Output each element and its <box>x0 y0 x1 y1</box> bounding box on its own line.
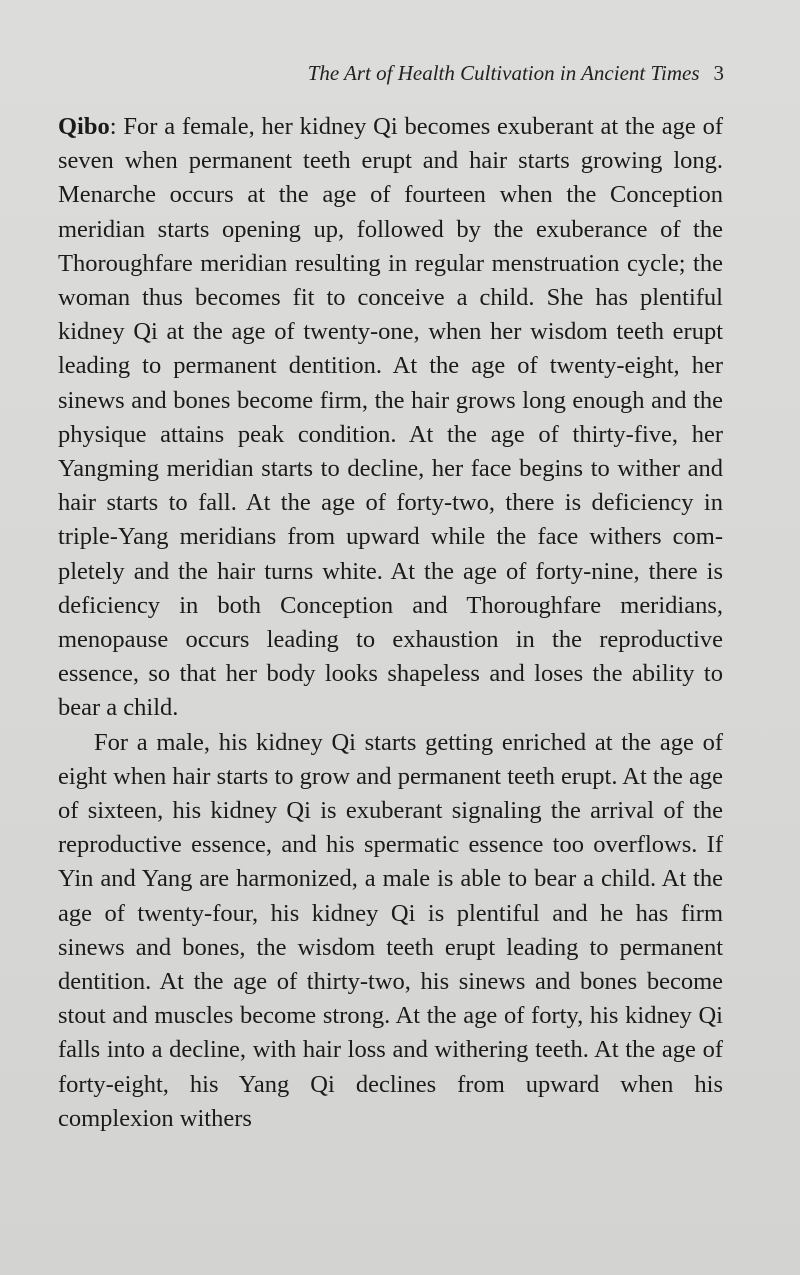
paragraph-text: : For a female, her kidney Qi becomes exuberant at the age of seven when permanent teeth erupt and hair starts growing long. Menarche occurs at the age of fourteen when the Conception meridian starts opening up, followed by the exuberance of the Thoroughfare meridian resulting in regular menstruation cycle; the woman thus becomes fit to conceive a child. She has plentiful kidney Qi at the age of twenty-one, when her wisdom teeth erupt leading to permanent dentition. At the age of twenty-eight, her sinews and bones become firm, the hair grows long enough and the physique attains peak condition. At the age of thirty-five, her Yangming meridian starts to decline, her face begins to wither and hair starts to fall. At the age of forty-two, there is deficiency in triple-Yang meridians from upward while the face withers completely and the hair turns white. At the age of forty-nine, there is deficiency in both Conception and Thoroughfare meridians, menopause occurs leading to exhaustion in the reproductive essence, so that her body looks shapeless and loses the ability to bear a child. <box>58 113 723 722</box>
paragraph-male: For a male, his kidney Qi starts getting enriched at the age of eight when hair starts to grow and permanent teeth erupt. At the age of sixteen, his kidney Qi is exuberant signaling the arrival of the reproductive essence, and his spermatic essence too overflows. If Yin and Yang are harmonized, a male is able to bear a child. At the age of twenty-four, his kidney Qi is plentiful and he has firm sinews and bones, the wisdom teeth erupt leading to permanent dentition. At the age of thirty-two, his sinews and bones become stout and muscles become strong. At the age of forty, his kidney Qi falls into a decline, with hair loss and withering teeth. At the age of forty-eight, his Yang Qi declines from upward when his complexion withers <box>58 728 723 1132</box>
running-header <box>308 58 724 88</box>
running-header-title: The Art of Health Cultivation in Ancient Times <box>307 61 700 85</box>
page-number: 3 <box>713 61 724 85</box>
body-text <box>58 110 723 1136</box>
paragraph-qibo <box>58 110 723 726</box>
speaker-name: Qibo <box>58 113 110 140</box>
